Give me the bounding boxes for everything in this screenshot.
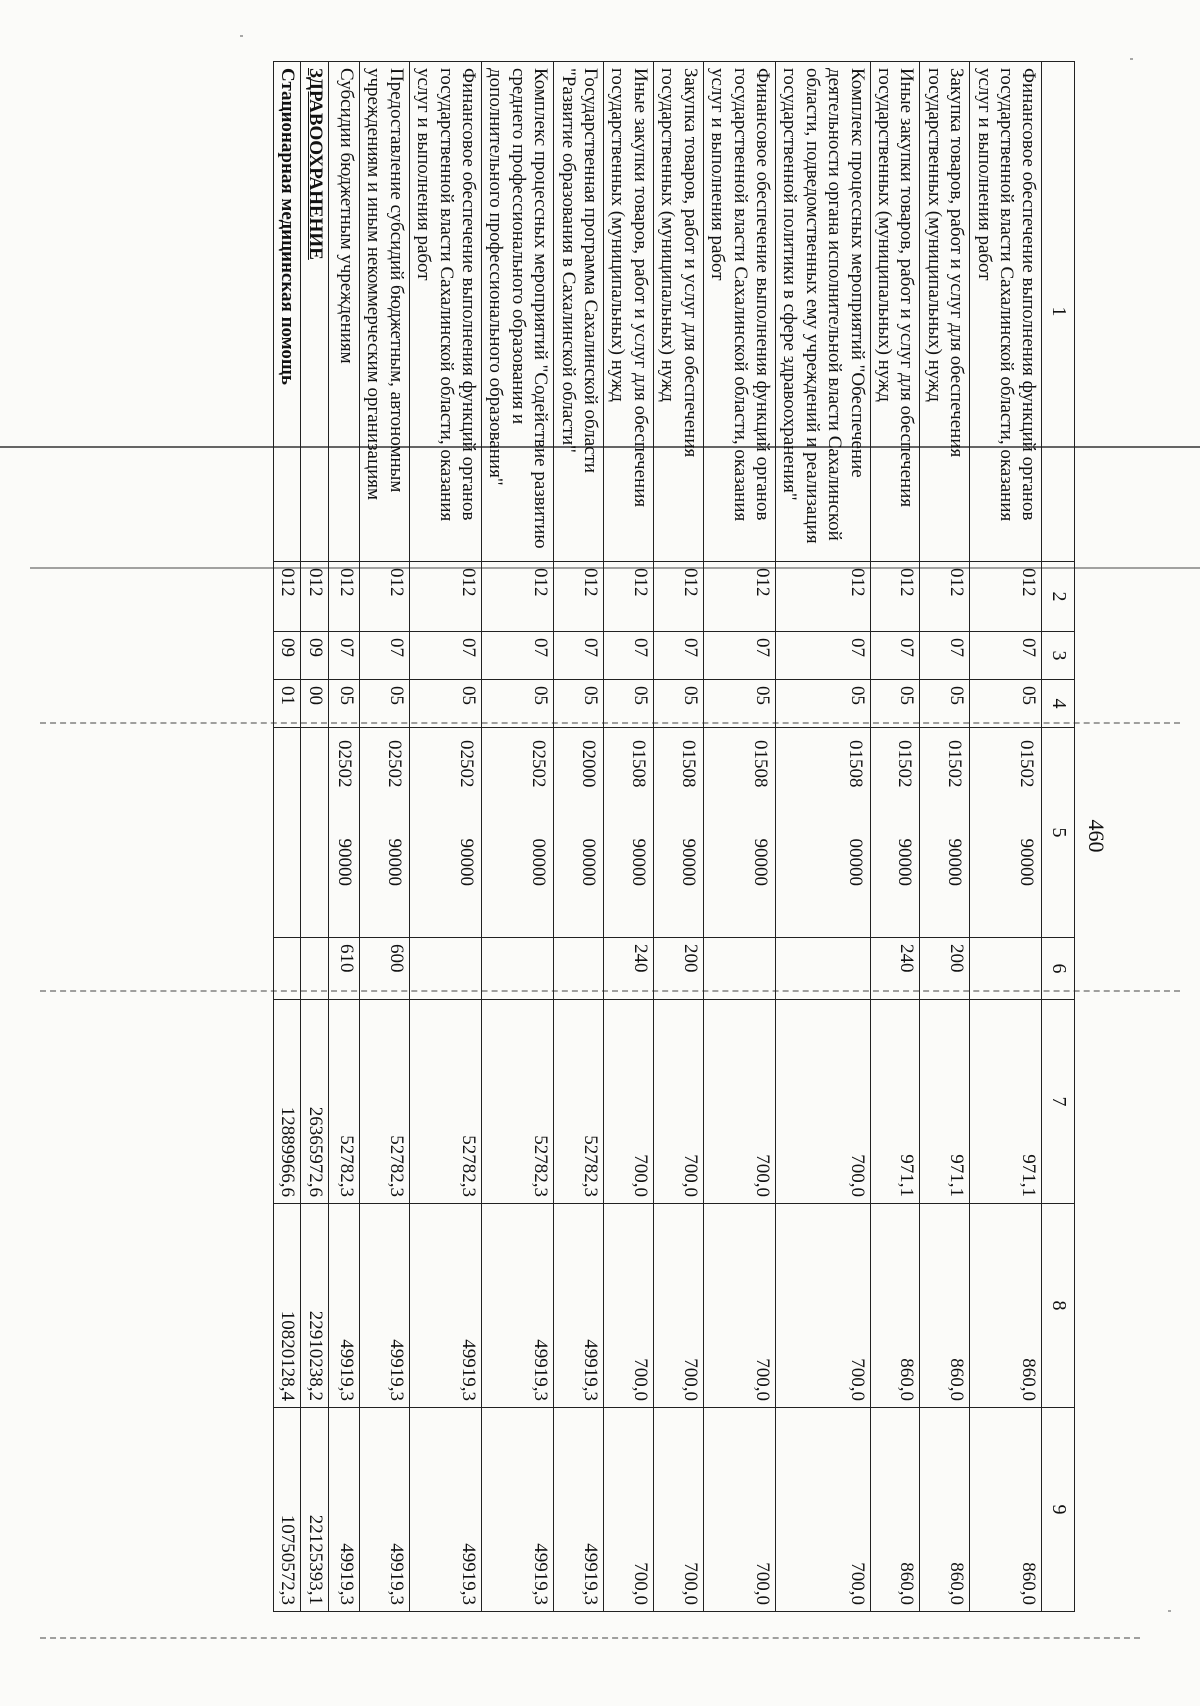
amount-col8: 49919,3 <box>482 1204 554 1408</box>
row-name: Предоставление субсидий бюджетным, автономным учреждениям и иным некоммерческим организациям <box>360 62 410 562</box>
expense-type-code <box>703 938 775 1000</box>
section-code: 07 <box>970 632 1042 680</box>
amount-col9: 10750572,3 <box>273 1408 300 1612</box>
amount-col8: 49919,3 <box>360 1204 410 1408</box>
column-header: 3 <box>1042 632 1075 680</box>
amount-col9: 860,0 <box>920 1408 970 1612</box>
program-code-part: 02502 <box>383 740 405 788</box>
program-code-part: 02502 <box>334 740 356 788</box>
scan-speck <box>1130 58 1133 60</box>
amount-col9: 49919,3 <box>328 1408 359 1612</box>
amount-col7: 52782,3 <box>328 1000 359 1204</box>
table-row <box>409 62 481 1612</box>
ministry-code: 012 <box>301 562 328 632</box>
amount-col9: 22125393,1 <box>301 1408 328 1612</box>
row-name: Субсидии бюджетным учреждениям <box>328 62 359 562</box>
amount-col8: 860,0 <box>870 1204 920 1408</box>
direction-code-part <box>294 833 298 932</box>
subsection-code: 05 <box>328 680 359 728</box>
program-code-part: 02000 <box>578 740 600 788</box>
amount-col9: 860,0 <box>870 1408 920 1612</box>
amount-col7: 971,1 <box>870 1000 920 1204</box>
program-code <box>870 728 920 938</box>
amount-col9: 700,0 <box>703 1408 775 1612</box>
amount-col7: 971,1 <box>920 1000 970 1204</box>
expense-type-code: 200 <box>920 938 970 1000</box>
amount-col7: 700,0 <box>703 1000 775 1204</box>
column-header: 7 <box>1042 1000 1075 1204</box>
amount-col8: 700,0 <box>775 1204 870 1408</box>
direction-code-part: 90000 <box>677 838 699 886</box>
table-row <box>604 62 654 1612</box>
subsection-code: 00 <box>301 680 328 728</box>
ministry-code: 012 <box>482 562 554 632</box>
subsection-code: 05 <box>360 680 410 728</box>
expense-type-code <box>409 938 481 1000</box>
program-code-part: 01508 <box>749 740 771 788</box>
section-code: 07 <box>920 632 970 680</box>
row-name: Финансовое обеспечение выполнения функций органов государственной власти Сахалинской области, оказания услуг и выполнения работ <box>970 62 1042 562</box>
program-code <box>775 728 870 938</box>
direction-code-part: 90000 <box>456 838 478 886</box>
program-code-part: 02502 <box>528 740 550 788</box>
amount-col7: 971,1 <box>970 1000 1042 1204</box>
amount-col8: 700,0 <box>653 1204 703 1408</box>
amount-col7: 700,0 <box>653 1000 703 1204</box>
program-code <box>328 728 359 938</box>
ministry-code: 012 <box>703 562 775 632</box>
direction-code-part <box>322 833 326 932</box>
ministry-code: 012 <box>360 562 410 632</box>
ministry-code: 012 <box>870 562 920 632</box>
table-row <box>920 62 970 1612</box>
ministry-code: 012 <box>970 562 1042 632</box>
subsection-code: 01 <box>273 680 300 728</box>
column-header: 4 <box>1042 680 1075 728</box>
program-code <box>703 728 775 938</box>
subsection-code: 05 <box>703 680 775 728</box>
amount-col7: 700,0 <box>604 1000 654 1204</box>
table-row <box>482 62 554 1612</box>
program-code <box>273 728 300 938</box>
amount-col9: 49919,3 <box>554 1408 604 1612</box>
column-header: 2 <box>1042 562 1075 632</box>
column-number-row <box>1042 62 1075 1612</box>
amount-col8: 860,0 <box>920 1204 970 1408</box>
amount-col9: 49919,3 <box>409 1408 481 1612</box>
amount-col9: 49919,3 <box>360 1408 410 1612</box>
amount-col9: 700,0 <box>653 1408 703 1612</box>
section-code: 07 <box>409 632 481 680</box>
expense-type-code <box>273 938 300 1000</box>
expense-type-code: 200 <box>653 938 703 1000</box>
section-code: 07 <box>653 632 703 680</box>
ministry-code: 012 <box>604 562 654 632</box>
direction-code-part: 00000 <box>844 838 866 886</box>
expense-type-code: 610 <box>328 938 359 1000</box>
row-name: Иные закупки товаров, работ и услуг для обеспечения государственных (муниципальных) нужд <box>604 62 654 562</box>
expense-type-code <box>554 938 604 1000</box>
program-code-part: 02502 <box>456 740 478 788</box>
row-name: Закупка товаров, работ и услуг для обеспечения государственных (муниципальных) нужд <box>920 62 970 562</box>
expense-type-code <box>970 938 1042 1000</box>
direction-code-part: 90000 <box>944 838 966 886</box>
section-code: 09 <box>301 632 328 680</box>
amount-col7: 52782,3 <box>409 1000 481 1204</box>
amount-col8: 10820128,4 <box>273 1204 300 1408</box>
amount-col8: 700,0 <box>703 1204 775 1408</box>
subsection-code: 05 <box>554 680 604 728</box>
expense-type-code <box>775 938 870 1000</box>
direction-code-part: 90000 <box>1016 838 1038 886</box>
amount-col8: 22910238,2 <box>301 1204 328 1408</box>
amount-col8: 49919,3 <box>409 1204 481 1408</box>
ministry-code: 012 <box>328 562 359 632</box>
scan-artifact-dash <box>40 1637 1140 1640</box>
subsection-code: 05 <box>653 680 703 728</box>
direction-code-part: 90000 <box>383 838 405 886</box>
program-code <box>653 728 703 938</box>
program-code <box>554 728 604 938</box>
column-header: 6 <box>1042 938 1075 1000</box>
ministry-code: 012 <box>653 562 703 632</box>
column-header: 5 <box>1042 728 1075 938</box>
amount-col7: 52782,3 <box>482 1000 554 1204</box>
ministry-code: 012 <box>920 562 970 632</box>
amount-col7: 52782,3 <box>360 1000 410 1204</box>
program-code-part: 01502 <box>894 740 916 788</box>
table-row <box>360 62 410 1612</box>
subsection-code: 05 <box>970 680 1042 728</box>
row-name: Финансовое обеспечение выполнения функций органов государственной власти Сахалинской области, оказания услуг и выполнения работ <box>409 62 481 562</box>
ministry-code: 012 <box>554 562 604 632</box>
amount-col7: 700,0 <box>775 1000 870 1204</box>
scan-speck <box>1168 1610 1171 1612</box>
program-code <box>360 728 410 938</box>
subsection-code: 05 <box>920 680 970 728</box>
amount-col8: 49919,3 <box>554 1204 604 1408</box>
direction-code-part: 90000 <box>627 838 649 886</box>
rotated-table-container <box>125 61 1109 1611</box>
program-code <box>920 728 970 938</box>
row-name: Закупка товаров, работ и услуг для обеспечения государственных (муниципальных) нужд <box>653 62 703 562</box>
program-code-part <box>322 734 326 833</box>
ministry-code: 012 <box>775 562 870 632</box>
scan-speck <box>240 35 243 37</box>
section-code: 07 <box>703 632 775 680</box>
table-row <box>554 62 604 1612</box>
subsection-code: 05 <box>409 680 481 728</box>
expense-type-code <box>301 938 328 1000</box>
page-number: 460 <box>1084 819 1109 853</box>
subsection-code: 05 <box>604 680 654 728</box>
program-code-part: 01502 <box>1016 740 1038 788</box>
row-name: Комплекс процессных мероприятий "Обеспечение деятельности органа исполнительной власти Сахалинской области, подведомственных ему учреждений и реализация государственной политики в сфере здравоохранения" <box>775 62 870 562</box>
amount-col9: 700,0 <box>604 1408 654 1612</box>
direction-code-part: 90000 <box>749 838 771 886</box>
amount-col7: 12889966,6 <box>273 1000 300 1204</box>
row-name: Комплекс процессных мероприятий "Содействие развитию среднего профессионального образования и дополнительного профессионального образования" <box>482 62 554 562</box>
table-header <box>1042 62 1075 1612</box>
table-row <box>970 62 1042 1612</box>
table-row <box>328 62 359 1612</box>
program-code <box>409 728 481 938</box>
table-row <box>703 62 775 1612</box>
amount-col7: 26365972,6 <box>301 1000 328 1204</box>
row-name: Стационарная медицинская помощь <box>273 62 300 562</box>
section-code: 07 <box>328 632 359 680</box>
section-code: 07 <box>360 632 410 680</box>
expense-type-code <box>482 938 554 1000</box>
subsection-code: 05 <box>482 680 554 728</box>
amount-col7: 52782,3 <box>554 1000 604 1204</box>
subsection-code: 05 <box>775 680 870 728</box>
expense-type-code: 600 <box>360 938 410 1000</box>
amount-col8: 860,0 <box>970 1204 1042 1408</box>
row-name: Государственная программа Сахалинской области "Развитие образования в Сахалинской области" <box>554 62 604 562</box>
program-code-part <box>294 734 298 833</box>
amount-col9: 860,0 <box>970 1408 1042 1612</box>
expense-type-code: 240 <box>604 938 654 1000</box>
row-name: Финансовое обеспечение выполнения функций органов государственной власти Сахалинской области, оказания услуг и выполнения работ <box>703 62 775 562</box>
program-code <box>970 728 1042 938</box>
program-code <box>604 728 654 938</box>
table-row <box>301 62 328 1612</box>
row-name: ЗДРАВООХРАНЕНИЕ <box>301 62 328 562</box>
amount-col9: 700,0 <box>775 1408 870 1612</box>
program-code-part: 01508 <box>677 740 699 788</box>
ministry-code: 012 <box>409 562 481 632</box>
table-row <box>870 62 920 1612</box>
row-name: Иные закупки товаров, работ и услуг для обеспечения государственных (муниципальных) нужд <box>870 62 920 562</box>
amount-col9: 49919,3 <box>482 1408 554 1612</box>
ministry-code: 012 <box>273 562 300 632</box>
direction-code-part: 90000 <box>334 838 356 886</box>
column-header: 8 <box>1042 1204 1075 1408</box>
program-code-part: 01508 <box>844 740 866 788</box>
section-code: 07 <box>775 632 870 680</box>
direction-code-part: 90000 <box>894 838 916 886</box>
budget-table <box>273 61 1075 1612</box>
column-header: 9 <box>1042 1408 1075 1612</box>
table-row <box>273 62 300 1612</box>
program-code <box>301 728 328 938</box>
direction-code-part: 00000 <box>578 838 600 886</box>
section-code: 07 <box>870 632 920 680</box>
table-row <box>653 62 703 1612</box>
section-code: 09 <box>273 632 300 680</box>
column-header: 1 <box>1042 62 1075 562</box>
table-row <box>775 62 870 1612</box>
section-code: 07 <box>554 632 604 680</box>
amount-col8: 700,0 <box>604 1204 654 1408</box>
program-code-part: 01502 <box>944 740 966 788</box>
expense-type-code: 240 <box>870 938 920 1000</box>
subsection-code: 05 <box>870 680 920 728</box>
amount-col8: 49919,3 <box>328 1204 359 1408</box>
direction-code-part: 00000 <box>528 838 550 886</box>
program-code <box>482 728 554 938</box>
section-code: 07 <box>604 632 654 680</box>
program-code-part: 01508 <box>627 740 649 788</box>
section-code: 07 <box>482 632 554 680</box>
table-body <box>273 62 1042 1612</box>
